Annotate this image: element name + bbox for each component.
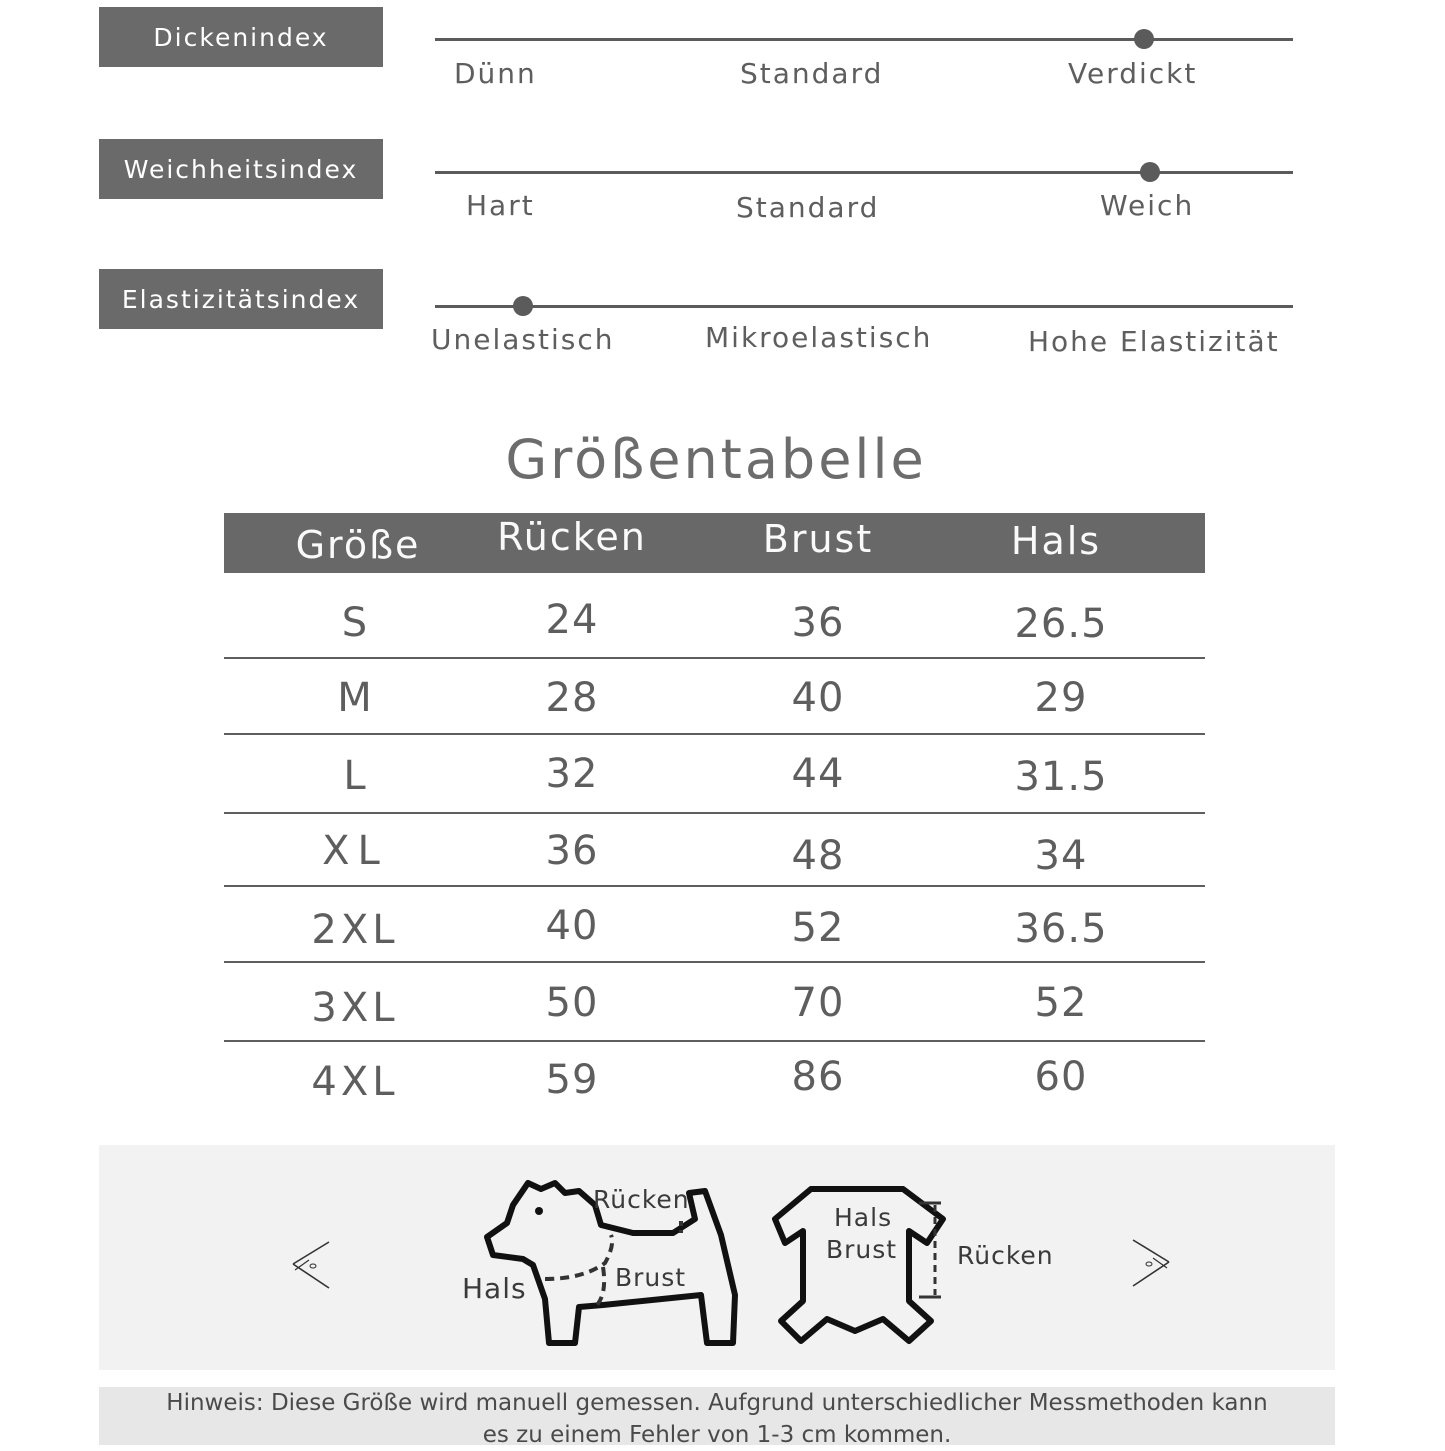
- softness-scale-line: [435, 171, 1293, 174]
- cell-back: 40: [545, 903, 599, 949]
- elasticity-option-micro: Mikroelastisch: [705, 321, 933, 354]
- thickness-index-row: [0, 7, 1445, 117]
- softness-index-row: [0, 139, 1445, 249]
- cell-neck: 52: [1034, 980, 1088, 1026]
- elasticity-option-high: Hohe Elastizität: [1028, 325, 1280, 358]
- cell-size: 2XL: [311, 907, 399, 953]
- row-divider: [224, 657, 1205, 659]
- elasticity-scale-line: [435, 305, 1293, 308]
- thickness-option-standard: Standard: [740, 57, 884, 90]
- cell-size: M: [337, 675, 373, 721]
- cell-neck: 60: [1034, 1054, 1088, 1100]
- cell-chest: 36: [791, 600, 845, 646]
- dog-label-chest: Brust: [615, 1263, 687, 1292]
- column-header-size: Größe: [295, 523, 421, 567]
- dog-label-neck: Hals: [462, 1272, 527, 1305]
- elasticity-index-label: Elastizitätsindex: [99, 269, 383, 329]
- elasticity-scale-marker: [513, 296, 533, 316]
- thickness-option-thick: Verdickt: [1068, 57, 1198, 90]
- softness-option-standard: Standard: [736, 191, 880, 224]
- cell-size: S: [341, 600, 369, 646]
- cell-neck: 34: [1034, 833, 1088, 879]
- thickness-scale-line: [435, 38, 1293, 41]
- cell-chest: 86: [791, 1054, 845, 1100]
- cell-back: 36: [545, 828, 599, 874]
- measurement-note: [99, 1387, 1335, 1448]
- row-divider: [224, 733, 1205, 735]
- cell-back: 32: [545, 751, 599, 797]
- cell-back: 50: [545, 980, 599, 1026]
- thickness-option-thin: Dünn: [454, 57, 537, 90]
- garment-label-neck: Hals: [834, 1203, 893, 1232]
- elasticity-index-row: [0, 269, 1445, 379]
- size-table-title: Größentabelle: [505, 428, 927, 491]
- cell-size: L: [343, 753, 367, 799]
- cell-chest: 52: [791, 905, 845, 951]
- column-header-back: Rücken: [497, 515, 647, 559]
- scissors-left-icon: [289, 1240, 333, 1290]
- column-header-neck: Hals: [1010, 519, 1102, 563]
- measurement-diagram: [99, 1145, 1335, 1370]
- row-divider: [224, 885, 1205, 887]
- row-divider: [224, 812, 1205, 814]
- cell-size: 3XL: [311, 985, 399, 1031]
- cell-neck: 26.5: [1014, 601, 1108, 647]
- softness-option-soft: Weich: [1100, 189, 1195, 222]
- cell-size: 4XL: [311, 1059, 399, 1105]
- cell-chest: 44: [791, 751, 845, 797]
- elasticity-option-none: Unelastisch: [431, 323, 615, 356]
- softness-option-hard: Hart: [466, 189, 535, 222]
- cell-neck: 36.5: [1014, 906, 1108, 952]
- cell-chest: 40: [791, 675, 845, 721]
- thickness-scale-marker: [1134, 29, 1154, 49]
- cell-chest: 70: [791, 980, 845, 1026]
- note-line-1: Hinweis: Diese Größe wird manuell gemessen. Aufgrund unterschiedlicher Messmethoden kann: [166, 1390, 1268, 1416]
- cell-back: 28: [545, 675, 599, 721]
- dog-label-back: Rücken: [593, 1185, 690, 1214]
- scissors-right-icon: [1129, 1238, 1173, 1288]
- row-divider: [224, 961, 1205, 963]
- cell-size: XL: [322, 828, 388, 874]
- cell-neck: 29: [1034, 675, 1088, 721]
- cell-back: 59: [545, 1057, 599, 1103]
- cell-back: 24: [545, 597, 599, 643]
- size-table-header: [224, 513, 1205, 573]
- thickness-index-label: Dickenindex: [99, 7, 383, 67]
- softness-scale-marker: [1140, 162, 1160, 182]
- garment-label-back: Rücken: [957, 1241, 1054, 1270]
- column-header-chest: Brust: [762, 517, 874, 561]
- cell-neck: 31.5: [1014, 754, 1108, 800]
- garment-label-chest: Brust: [826, 1235, 898, 1264]
- cell-chest: 48: [791, 833, 845, 879]
- note-line-2: es zu einem Fehler von 1-3 cm kommen.: [482, 1422, 952, 1448]
- row-divider: [224, 1040, 1205, 1042]
- softness-index-label: Weichheitsindex: [99, 139, 383, 199]
